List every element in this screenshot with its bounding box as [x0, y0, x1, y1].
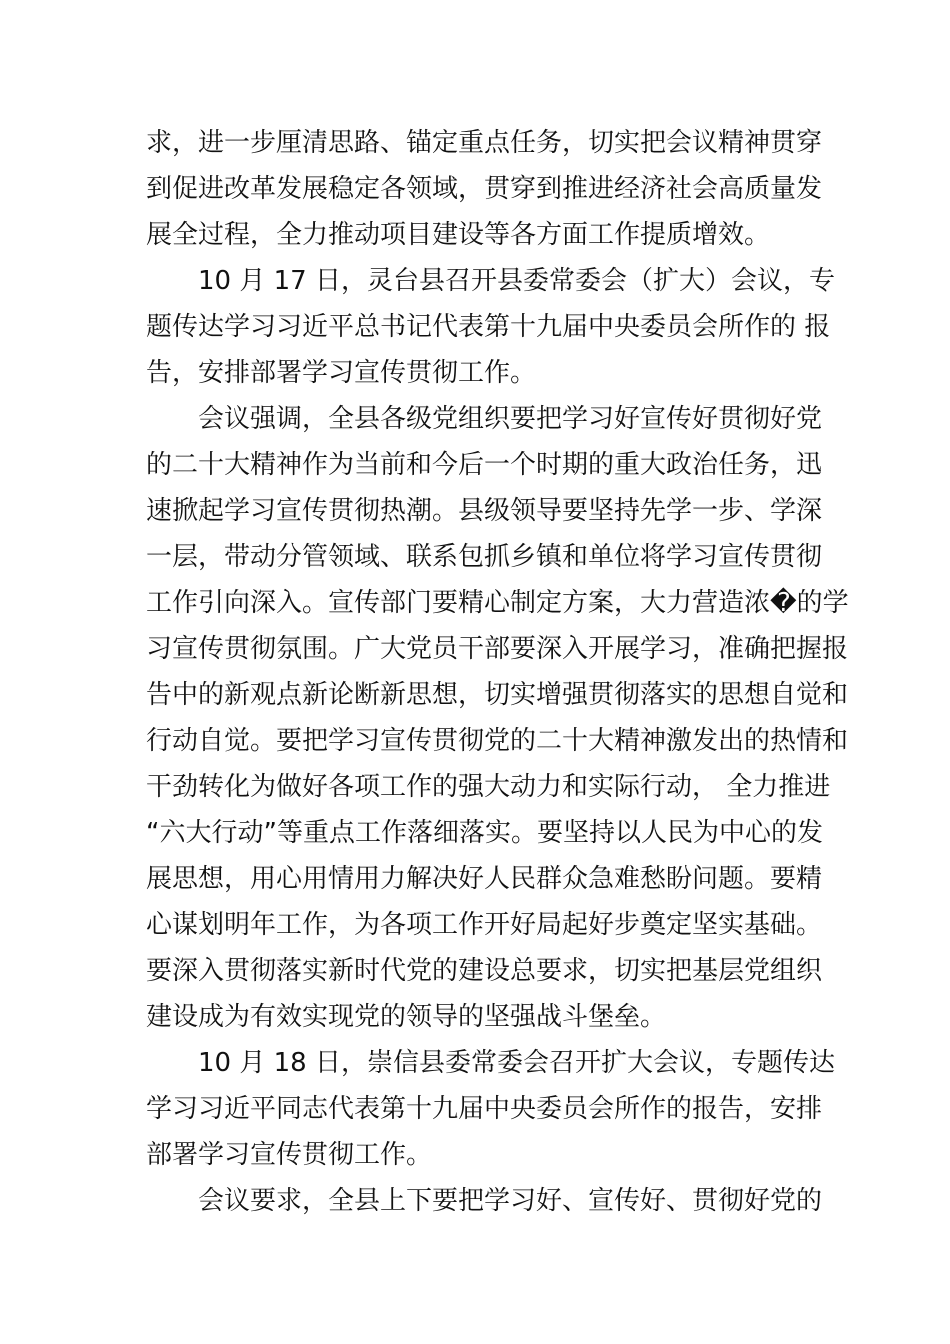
text-line: 展全过程，全力推动项目建设等各方面工作提质增效。: [146, 220, 771, 250]
text-line: 速掀起学习宣传贯彻热潮。县级领导要坚持先学一步、学深: [146, 496, 823, 526]
text-line: 工作引向深入。宣传部门要精心制定方案，大力营造浓�的学: [146, 588, 849, 618]
text-line: 求，进一步厘清思路、锚定重点任务，切实把会议精神贯穿: [146, 128, 823, 158]
text-line: 一层，带动分管领域、联系包抓乡镇和单位将学习宣传贯彻: [146, 542, 823, 572]
text-line: 10 月 18 日，崇信县委常委会召开扩大会议，专题传达: [198, 1048, 835, 1078]
text-line: 要深入贯彻落实新时代党的建设总要求，切实把基层党组织: [146, 956, 823, 986]
text-line: 题传达学习习近平总书记代表第十九届中央委员会所作的 报: [146, 312, 831, 342]
document-body: [146, 120, 849, 1224]
text-line: 习宣传贯彻氛围。广大党员干部要深入开展学习，准确把握报: [146, 634, 849, 664]
text-line: 部署学习宣传贯彻工作。: [146, 1140, 433, 1170]
text-line: 心谋划明年工作，为各项工作开好局起好步奠定坚实基础。: [146, 910, 823, 940]
text-line: 干劲转化为做好各项工作的强大动力和实际行动， 全力推进: [146, 772, 831, 802]
text-line: 告，安排部署学习宣传贯彻工作。: [146, 358, 537, 388]
text-line: 的二十大精神作为当前和今后一个时期的重大政治任务，迅: [146, 450, 823, 480]
text-line: 会议强调，全县各级党组织要把学习好宣传好贯彻好党: [198, 404, 823, 434]
text-line: 10 月 17 日，灵台县召开县委常委会（扩大）会议，专: [198, 266, 835, 296]
text-line: 建设成为有效实现党的领导的坚强战斗堡垒。: [146, 1002, 667, 1032]
text-line: 学习习近平同志代表第十九届中央委员会所作的报告，安排: [146, 1094, 823, 1124]
text-line: 到促进改革发展稳定各领域，贯穿到推进经济社会高质量发: [146, 174, 823, 204]
text-line: 行动自觉。要把学习宣传贯彻党的二十大精神激发出的热情和: [146, 726, 849, 756]
text-line: 展思想，用心用情用力解决好人民群众急难愁盼问题。要精: [146, 864, 823, 894]
text-line: 告中的新观点新论断新思想，切实增强贯彻落实的思想自觉和: [146, 680, 849, 710]
text-line: “六大行动”等重点工作落细落实。要坚持以人民为中心的发: [146, 818, 823, 848]
text-line: 会议要求，全县上下要把学习好、宣传好、贯彻好党的: [198, 1186, 823, 1216]
